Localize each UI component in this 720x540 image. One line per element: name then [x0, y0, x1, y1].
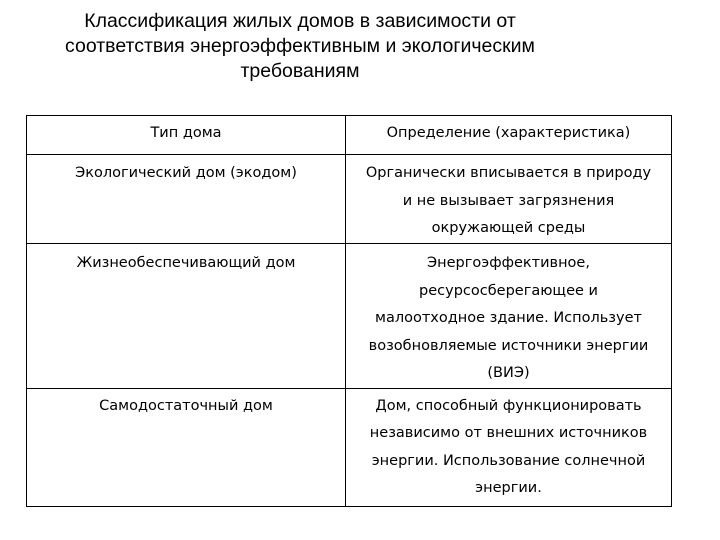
table-header-row: [27, 116, 672, 155]
house-type-label: Жизнеобеспечивающий дом: [76, 255, 296, 271]
table-row: [27, 388, 672, 506]
house-type-cell: [27, 155, 346, 244]
house-type-cell: [27, 244, 346, 389]
header-definition: Определение (характеристика): [346, 116, 672, 155]
page-title: [20, 9, 580, 84]
definition-line: Дом, способный функционировать: [375, 397, 642, 414]
house-type-label: Экологический дом (экодом): [75, 165, 297, 181]
title-line: Классификация жилых домов в зависимости от: [84, 10, 516, 32]
definition-line: энергии.: [475, 480, 542, 496]
definition-line: независимо от внешних источников: [369, 425, 648, 441]
definition-line: возобновляемые источники энергии: [368, 337, 649, 354]
header-house-type: Тип дома: [27, 116, 346, 155]
title-line: соответствия энергоэффективным и экологическим: [65, 35, 535, 57]
table-row: [27, 244, 672, 389]
definition-line: Органически вписывается в природу: [365, 165, 652, 181]
table-row: [27, 155, 672, 244]
title-line: требованиям: [240, 60, 360, 82]
definition-cell: [346, 155, 672, 244]
definition-cell: [346, 244, 672, 389]
definition-line: Энергоэффективное,: [427, 255, 590, 271]
house-type-label: Самодостаточный дом: [99, 397, 273, 414]
house-type-cell: [27, 388, 346, 506]
definition-line: (ВИЭ): [487, 365, 530, 381]
definition-cell: [346, 388, 672, 506]
definition-line: ресурсосберегающее и: [419, 282, 598, 299]
definition-line: и не вызывает загрязнения: [402, 192, 615, 209]
definition-line: малоотходное здание. Использует: [375, 310, 642, 326]
definition-line: энергии. Использование солнечной: [371, 452, 646, 469]
classification-table: [26, 115, 672, 507]
definition-line: окружающей среды: [431, 220, 586, 236]
